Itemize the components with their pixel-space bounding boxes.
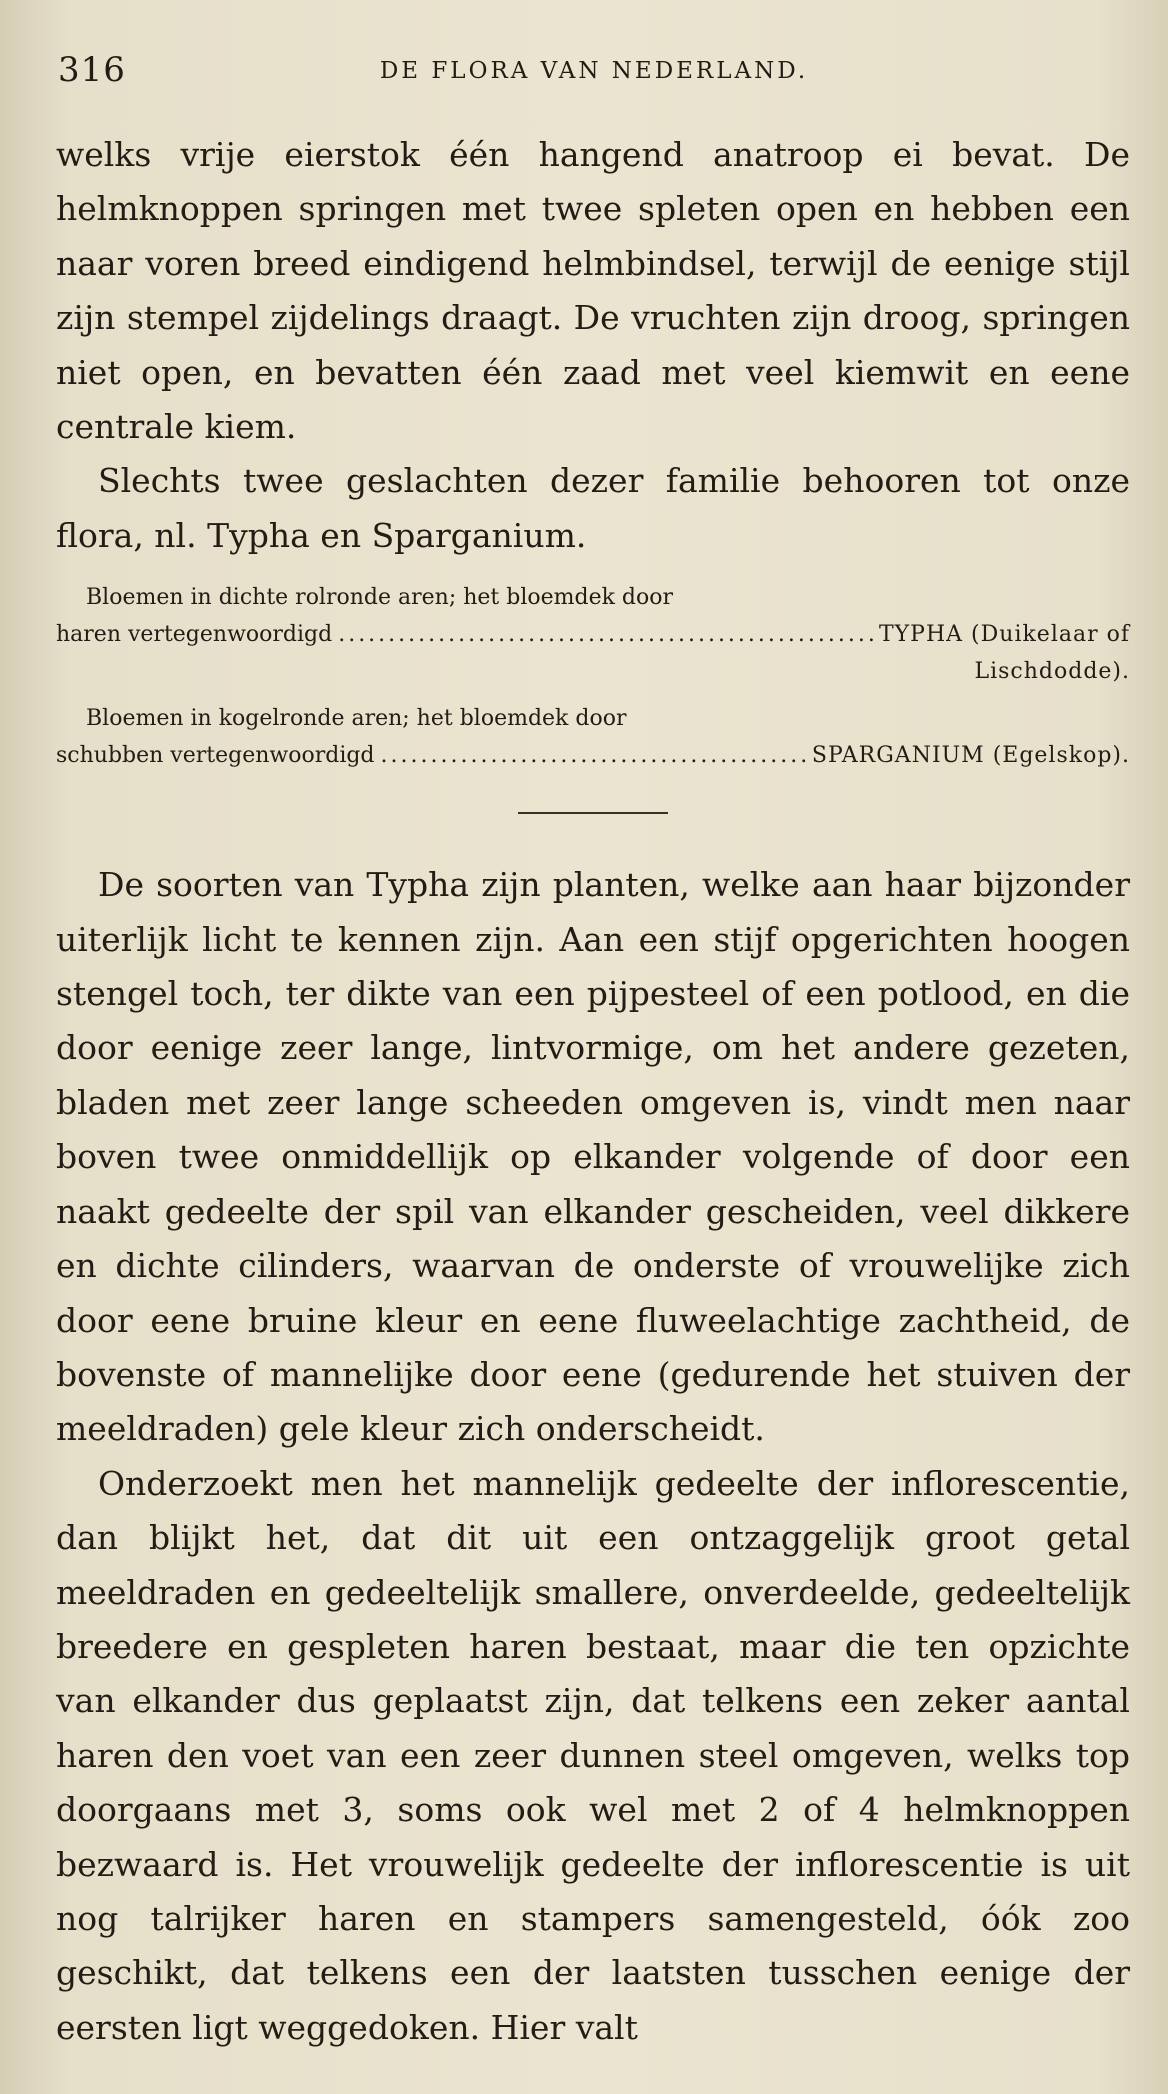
key-entry-2-text-cont: schubben vertegenwoordigd (56, 743, 375, 769)
key-entry-1-result-cont: Lischdodde). (974, 659, 1130, 685)
leader-dots (381, 737, 806, 774)
key-entry-2-line-2 (56, 737, 1130, 774)
key-entry-2-line-1 (56, 700, 1130, 737)
key-entry-2-result: SPARGANIUM (Egelskop). (811, 743, 1130, 769)
key-entry-1-text-cont: haren vertegenwoordigd (56, 622, 333, 648)
key-entry-1-line-2 (56, 616, 1130, 653)
page-header (54, 50, 1134, 100)
identification-key (56, 579, 1130, 774)
paragraph-2: Slechts twee geslachten dezer familie behooren tot onze flora, nl. Typha en Sparganium. (56, 461, 1130, 555)
key-entry-1-line-3 (56, 653, 1130, 690)
paragraph-1: welks vrije eierstok één hangend anatroop ei bevat. De helmknoppen springen met twee spleten open en hebben een naar voren breed eindigend helmbindsel, terwijl de eenige stijl zijn stempel zijdelings draagt. De vruchten zijn droog, springen niet open, en bevatten één zaad met veel kiemwit en eene centrale kiem. (56, 135, 1130, 447)
section-divider (518, 812, 668, 814)
key-entry-1-text: Bloemen in dichte rolronde aren; het bloemdek door (86, 585, 674, 611)
key-entry-2-text: Bloemen in kogelronde aren; het bloemdek door (86, 706, 627, 732)
running-title: DE FLORA VAN NEDERLAND. (379, 58, 809, 84)
paragraph-4: Onderzoekt men het mannelijk gedeelte der inflorescentie, dan blijkt het, dat dit uit een ontzaggelijk groot getal meeldraden en gedeeltelijk smallere, onverdeelde, gedeeltelijk breedere en gespleten haren bestaat, maar die ten opzichte van elkander dus geplaatst zijn, dat telkens een zeker aantal haren den voet van een zeer dunnen steel omgeven, welks top doorgaans met 3, soms ook wel met 2 of 4 helmknoppen bezwaard is. Het vrouwelijk gedeelte der inflorescentie is uit nog talrijker haren en stampers samengesteld, óók zoo geschikt, dat telkens een der laatsten tusschen eenige der eersten ligt weggedoken. Hier valt (56, 1463, 1130, 2047)
leader-dots (338, 616, 873, 653)
key-entry-1-result: TYPHA (Duikelaar of (878, 622, 1130, 648)
page-number: 316 (58, 50, 126, 90)
page-body (56, 128, 1130, 2055)
key-entry-1-line-1 (56, 579, 1130, 616)
paragraph-3: De soorten van Typha zijn planten, welke aan haar bijzonder uiterlijk licht te kennen zijn. Aan een stijf opgerichten hoogen stengel toch, ter dikte van een pijpesteel of een potlood, en die door eenige zeer lange, lintvormige, om het andere gezeten, bladen met zeer lange scheeden omgeven is, vindt men naar boven twee onmiddellijk op elkander volgende of door een naakt gedeelte der spil van elkander gescheiden, veel dikkere en dichte cilinders, waarvan de onderste of vrouwelijke zich door eene bruine kleur en eene fluweelachtige zachtheid, de bovenste of mannelijke door eene (gedurende het stuiven der meeldraden) gele kleur zich onderscheidt. (56, 865, 1130, 1449)
